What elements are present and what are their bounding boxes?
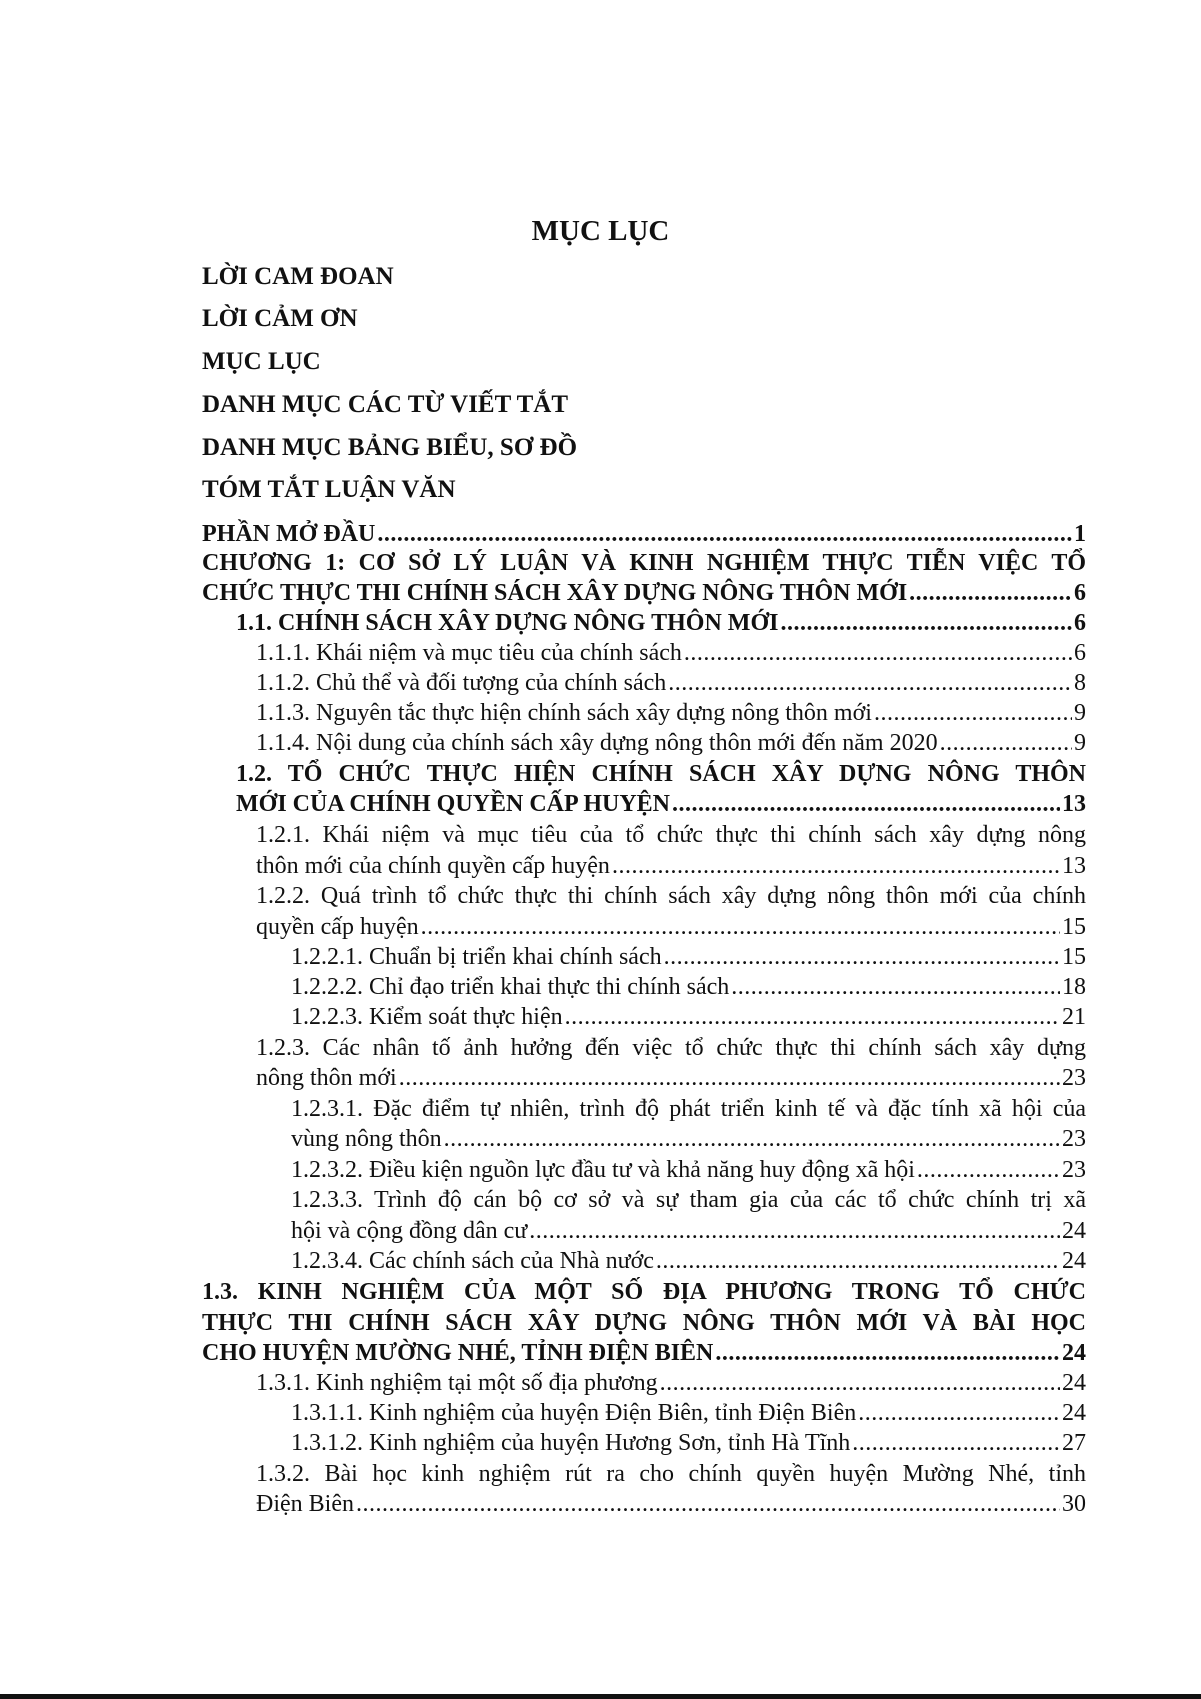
toc-entry (256, 851, 1086, 881)
bottom-border (0, 1694, 1201, 1699)
front-item-muc-luc: MỤC LỤC (202, 348, 321, 375)
toc-entry (291, 1185, 1086, 1215)
front-item-danh-muc-bang-bieu: DANH MỤC BẢNG BIỂU, SƠ ĐỒ (202, 434, 578, 461)
dot-leader (660, 1368, 1060, 1398)
toc-entry-text: CHƯƠNG 1: CƠ SỞ LÝ LUẬN VÀ KINH NGHIỆM THỰC TIỄN VIỆC TỔ (202, 550, 1086, 576)
dot-leader (940, 728, 1072, 758)
dot-leader (715, 1338, 1060, 1368)
dot-leader (672, 789, 1060, 819)
toc-entry-text: THỰC THI CHÍNH SÁCH XÂY DỰNG NÔNG THÔN MỚI VÀ BÀI HỌC (202, 1310, 1086, 1336)
dot-leader (529, 1216, 1060, 1246)
toc-entry (202, 1338, 1086, 1368)
dot-leader (874, 698, 1072, 728)
toc-entry-text: 1.2.3.1. Đặc điểm tự nhiên, trình độ phát triển kinh tế và đặc tính xã hội của (291, 1096, 1086, 1122)
toc-entry-text: 1.3.1.2. Kinh nghiệm của huyện Hương Sơn, tỉnh Hà Tĩnh (291, 1430, 851, 1456)
toc-entry-text: 1.2.3.3. Trình độ cán bộ cơ sở và sự tham gia của các tổ chức chính trị xã (291, 1187, 1086, 1213)
dot-leader (377, 519, 1072, 549)
toc-entry-page: 8 (1074, 670, 1086, 696)
toc-entry-page: 9 (1074, 730, 1086, 756)
toc-entry-page: 13 (1062, 791, 1086, 817)
toc-entry (256, 638, 1086, 668)
front-item-loi-cam-doan: LỜI CAM ĐOAN (202, 263, 394, 290)
toc-entry-text: 1.2.3. Các nhân tố ảnh hưởng đến việc tổ chức thực thi chính sách xây dựng (256, 1035, 1086, 1061)
toc-entry-page: 21 (1062, 1004, 1086, 1030)
toc-entry-text: 1.2.3.2. Điều kiện nguồn lực đầu tư và khả năng huy động xã hội (291, 1157, 915, 1183)
toc-entry-text: 1.3.2. Bài học kinh nghiệm rút ra cho chính quyền huyện Mường Nhé, tỉnh (256, 1461, 1086, 1487)
toc-entry-page: 30 (1062, 1491, 1086, 1517)
toc-entry-text: CHO HUYỆN MƯỜNG NHÉ, TỈNH ĐIỆN BIÊN (202, 1340, 714, 1366)
toc-entry-page: 23 (1062, 1065, 1086, 1091)
toc-entry-page: 24 (1062, 1340, 1086, 1366)
toc-entry-page: 6 (1074, 610, 1086, 636)
toc-entry-page: 6 (1074, 640, 1086, 666)
toc-entry-page: 24 (1062, 1248, 1086, 1274)
front-item-tom-tat: TÓM TẮT LUẬN VĂN (202, 476, 456, 503)
toc-entry-text: 1.2.3.4. Các chính sách của Nhà nước (291, 1248, 654, 1274)
toc-entry (291, 972, 1086, 1002)
dot-leader (909, 578, 1072, 608)
dot-leader (731, 972, 1060, 1002)
dot-leader (858, 1398, 1060, 1428)
toc-entry (291, 1428, 1086, 1458)
dot-leader (664, 942, 1060, 972)
toc-entry-page: 13 (1062, 853, 1086, 879)
dot-leader (612, 851, 1060, 881)
toc-entry-text: 1.1.2. Chủ thể và đối tượng của chính sách (256, 670, 667, 696)
toc-entry (236, 789, 1086, 819)
toc-entry (236, 608, 1086, 638)
toc-entry-text: hội và cộng đồng dân cư (291, 1218, 528, 1244)
toc-entry (256, 728, 1086, 758)
toc-entry-page: 24 (1062, 1400, 1086, 1426)
toc-entry (291, 1398, 1086, 1428)
toc-entry (256, 1063, 1086, 1093)
toc-entry (202, 578, 1086, 608)
toc-entry-page: 15 (1062, 914, 1086, 940)
toc-entry (256, 912, 1086, 942)
toc-entry-text: 1.1.3. Nguyên tắc thực hiện chính sách xây dựng nông thôn mới (256, 700, 872, 726)
toc-entry-text: 1.1. CHÍNH SÁCH XÂY DỰNG NÔNG THÔN MỚI (236, 610, 779, 636)
dot-leader (852, 1428, 1060, 1458)
toc-entry (256, 1489, 1086, 1519)
dot-leader (565, 1002, 1060, 1032)
toc-entry-page: 23 (1062, 1126, 1086, 1152)
toc-entry (256, 1033, 1086, 1063)
toc-entry-text: nông thôn mới (256, 1065, 397, 1091)
toc-entry-text: 1.1.4. Nội dung của chính sách xây dựng nông thôn mới đến năm 2020 (256, 730, 938, 756)
toc-entry (256, 820, 1086, 850)
toc-entry-page: 18 (1062, 974, 1086, 1000)
toc-entry-text: 1.2.2.1. Chuẩn bị triển khai chính sách (291, 944, 662, 970)
toc-entry (291, 1246, 1086, 1276)
toc-entry (291, 1094, 1086, 1124)
toc-entry (202, 519, 1086, 549)
toc-entry-text: 1.3. KINH NGHIỆM CỦA MỘT SỐ ĐỊA PHƯƠNG TRONG TỔ CHỨC (202, 1279, 1086, 1305)
toc-entry (256, 668, 1086, 698)
toc-entry (291, 1155, 1086, 1185)
toc-entry (256, 881, 1086, 911)
toc-entry (202, 1277, 1086, 1307)
dot-leader (399, 1063, 1060, 1093)
toc-entry-text: 1.3.1. Kinh nghiệm tại một số địa phương (256, 1370, 658, 1396)
dot-leader (444, 1124, 1060, 1154)
dot-leader (421, 912, 1060, 942)
toc-entry (256, 1368, 1086, 1398)
toc-entry-text: 1.2.2. Quá trình tổ chức thực thi chính sách xây dựng nông thôn mới của chính (256, 883, 1086, 909)
toc-entry-text: vùng nông thôn (291, 1126, 442, 1152)
toc-entry (202, 1308, 1086, 1338)
toc-entry (291, 942, 1086, 972)
dot-leader (684, 638, 1072, 668)
dot-leader (668, 668, 1072, 698)
toc-entry-page: 27 (1062, 1430, 1086, 1456)
toc-entry-text: PHẦN MỞ ĐẦU (202, 521, 376, 547)
toc-entry-text: quyền cấp huyện (256, 914, 419, 940)
page-title: MỤC LỤC (531, 215, 670, 247)
front-item-danh-muc-viet-tat: DANH MỤC CÁC TỪ VIẾT TẮT (202, 391, 569, 418)
toc-entry-text: Điện Biên (256, 1491, 354, 1517)
toc-entry-text: 1.2.1. Khái niệm và mục tiêu của tổ chức thực thi chính sách xây dựng nông (256, 822, 1086, 848)
toc-entry (291, 1124, 1086, 1154)
dot-leader (356, 1489, 1060, 1519)
toc-entry-text: 1.2.2.2. Chỉ đạo triển khai thực thi chính sách (291, 974, 730, 1000)
toc-entry (291, 1002, 1086, 1032)
toc-entry-page: 15 (1062, 944, 1086, 970)
front-item-loi-cam-on: LỜI CẢM ƠN (202, 305, 358, 332)
dot-leader (656, 1246, 1060, 1276)
dot-leader (780, 608, 1072, 638)
toc-entry-text: 1.2.2.3. Kiểm soát thực hiện (291, 1004, 563, 1030)
toc-entry-text: 1.2. TỔ CHỨC THỰC HIỆN CHÍNH SÁCH XÂY DỰNG NÔNG THÔN (236, 761, 1086, 787)
toc-entry-page: 24 (1062, 1370, 1086, 1396)
toc-entry-text: CHỨC THỰC THI CHÍNH SÁCH XÂY DỰNG NÔNG THÔN MỚI (202, 580, 908, 606)
toc-entry-text: MỚI CỦA CHÍNH QUYỀN CẤP HUYỆN (236, 791, 671, 817)
toc-entry-text: 1.3.1.1. Kinh nghiệm của huyện Điện Biên, tỉnh Điện Biên (291, 1400, 857, 1426)
toc-entry-page: 9 (1074, 700, 1086, 726)
toc-entry (256, 1459, 1086, 1489)
toc-entry-page: 23 (1062, 1157, 1086, 1183)
toc-entry-page: 1 (1074, 521, 1086, 547)
toc-entry-text: 1.1.1. Khái niệm và mục tiêu của chính sách (256, 640, 682, 666)
dot-leader (917, 1155, 1060, 1185)
toc-entry-page: 24 (1062, 1218, 1086, 1244)
toc-entry-page: 6 (1074, 580, 1086, 606)
toc-entry (236, 759, 1086, 789)
toc-entry (202, 548, 1086, 578)
toc-entry-text: thôn mới của chính quyền cấp huyện (256, 853, 610, 879)
toc-entry (291, 1216, 1086, 1246)
toc-entry (256, 698, 1086, 728)
